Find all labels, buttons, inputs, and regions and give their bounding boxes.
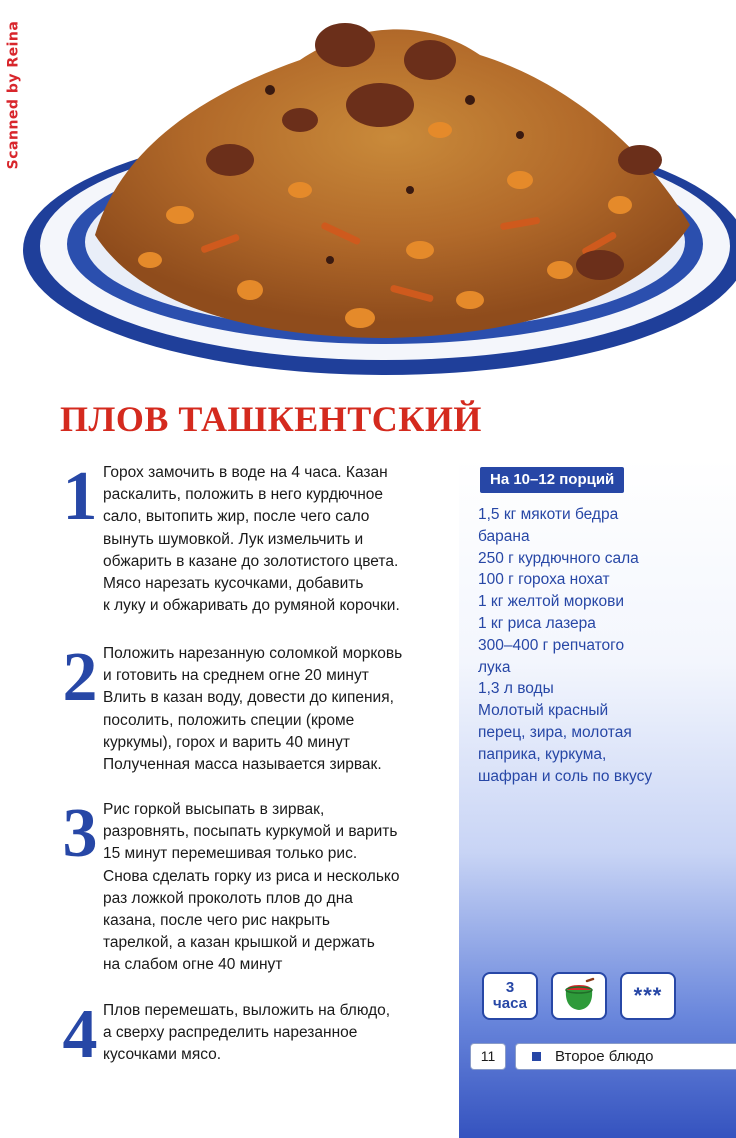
ingredient-line: Молотый красный xyxy=(478,702,609,720)
step-number: 4 xyxy=(62,996,98,1073)
ingredient-line: 100 г гороха нохат xyxy=(478,571,610,589)
ingredient-line: паприка, куркума, xyxy=(478,745,607,763)
step-text: Горох замочить в воде на 4 часа. Казан раскалить, положить в него курдючное сало, вытопить жир, после чего сало вынуть шумовкой. Лук измельчить и обжарить в казане до золотистого цвета. Мясо нарезать кусочками, добавить к луку и обжаривать до румяной корочки. xyxy=(103,464,400,615)
ingredient-line: перец, зира, молотая xyxy=(478,723,632,741)
ingredient-line: 1 кг желтой моркови xyxy=(478,593,625,611)
dish-photo xyxy=(0,0,736,390)
category-label xyxy=(515,1043,736,1070)
ingredient-line: 1,3 л воды xyxy=(478,680,554,698)
cooking-pot-badge xyxy=(551,972,607,1020)
scan-watermark xyxy=(2,10,24,180)
ingredient-line: 300–400 г репчатого xyxy=(478,636,625,654)
difficulty-badge: *** xyxy=(620,972,676,1020)
step-text: Рис горкой высыпать в зирвак, разровнять, посыпать куркумой и варить 15 минут перемешивая только рис. Снова сделать горку из риса и несколько раз ложкой проколоть плов до дна казана, после чего рис накрыть тарелкой, а казан крышкой и держать на слабом огне 40 минут xyxy=(103,801,400,974)
ingredient-line: 1 кг риса лазера xyxy=(478,614,596,632)
cooking-time-badge xyxy=(482,972,538,1020)
step-number: 2 xyxy=(62,639,98,716)
servings-badge: На 10–12 порций xyxy=(480,467,624,493)
ingredient-line: лука xyxy=(478,658,511,676)
pot-icon xyxy=(559,977,599,1015)
step-text: Плов перемешать, выложить на блюдо, а сверху распределить нарезанное кусочками мясо. xyxy=(103,1002,391,1064)
ingredients-list xyxy=(478,504,728,787)
page-number: 11 xyxy=(470,1043,506,1070)
step-number: 3 xyxy=(62,795,98,872)
watermark-text: Scanned by Reina xyxy=(5,20,22,170)
ingredient-line: 250 г курдючного сала xyxy=(478,549,639,567)
ingredient-line: барана xyxy=(478,527,530,545)
ingredient-line: 1,5 кг мякоти бедра xyxy=(478,506,619,523)
ingredient-line: шафран и соль по вкусу xyxy=(478,767,653,785)
recipe-title: ПЛОВ ТАШКЕНТСКИЙ xyxy=(60,399,482,439)
plov-plate-illustration xyxy=(0,0,736,390)
step-number: 1 xyxy=(62,458,98,535)
step-text: Положить нарезанную соломкой морковь и готовить на среднем огне 20 минут Влить в казан воду, довести до кипения, посолить, положить специи (кроме куркумы), горох и варить 40 минут Полученная масса называется зирвак. xyxy=(103,645,403,774)
square-bullet-icon xyxy=(532,1052,541,1061)
cooking-time-value: 3 xyxy=(505,979,515,996)
category-text: Второе блюдо xyxy=(555,1048,654,1065)
cooking-time-unit: часа xyxy=(493,995,527,1012)
